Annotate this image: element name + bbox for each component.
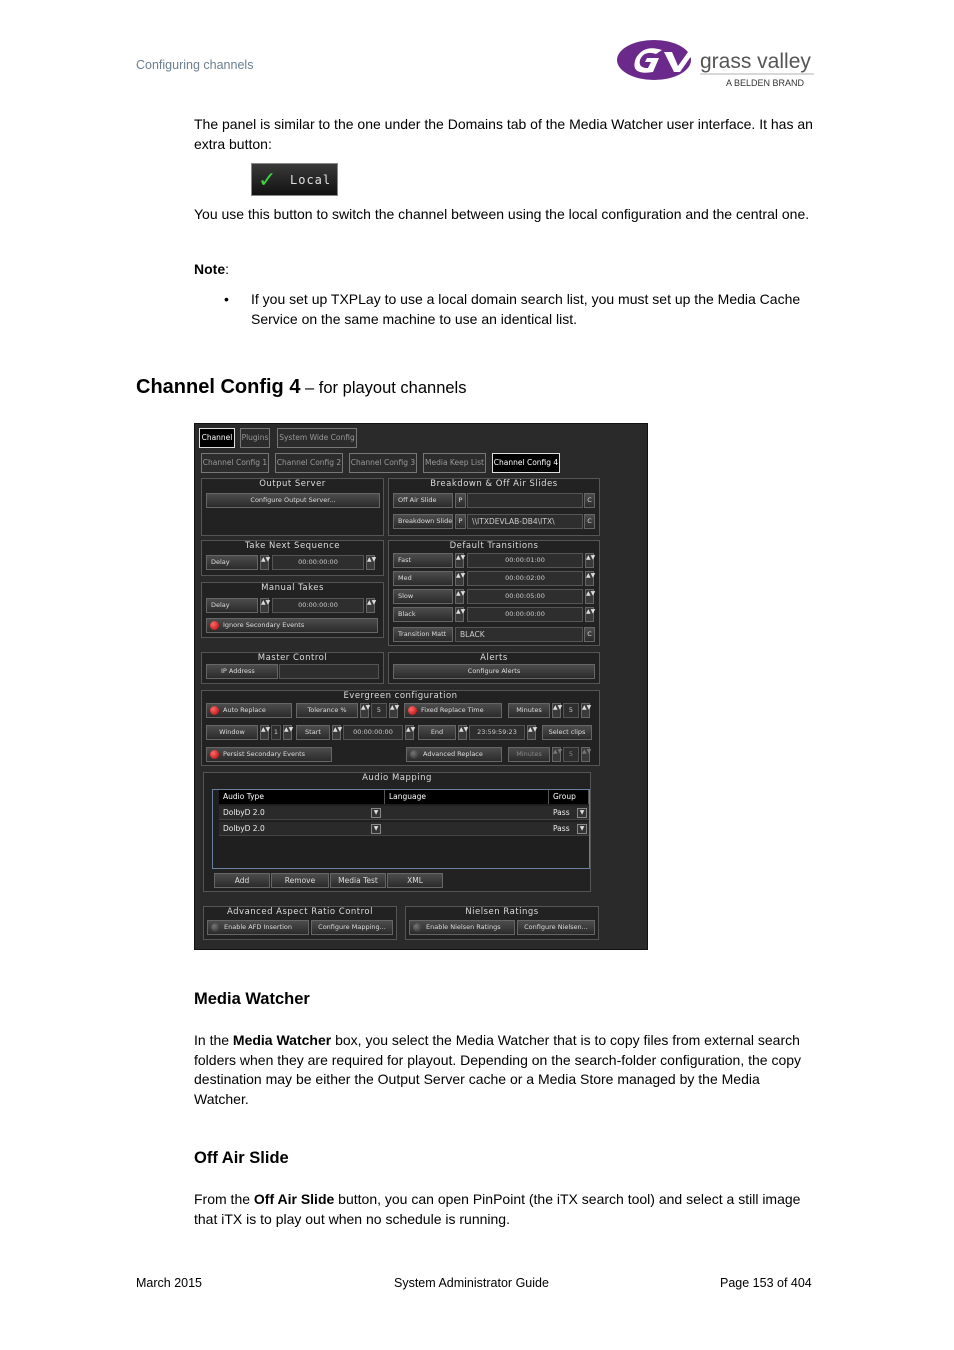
status-indicator-icon xyxy=(210,621,219,630)
audio-mapping-table xyxy=(212,789,590,869)
select-clips-button[interactable]: Select clips xyxy=(542,725,592,740)
chevron-down-icon[interactable]: ▼ xyxy=(577,808,587,818)
spinner-icon[interactable]: ▲▼ xyxy=(585,589,594,604)
ignore-secondary-events-toggle[interactable]: Ignore Secondary Events xyxy=(206,618,378,633)
table-row[interactable]: DolbyD 2.0 xyxy=(219,806,385,820)
tab-system-wide-config[interactable]: System Wide Config xyxy=(277,428,357,448)
manual-takes-mode-dropdown[interactable]: Delay xyxy=(206,598,258,613)
alerts-group: Alerts Configure Alerts xyxy=(388,652,600,684)
intro-paragraph: The panel is similar to the one under the Domains tab of the Media Watcher user interface. It has an extra button: xyxy=(194,116,813,152)
minutes-label-disabled: Minutes xyxy=(508,747,550,762)
note-bullet: If you set up TXPLay to use a local domain search list, you must set up the Media Cache Service on the same machine to use an identical list. xyxy=(251,291,801,327)
spinner-icon[interactable]: ▲▼ xyxy=(455,589,464,604)
xml-button[interactable]: XML xyxy=(387,873,443,888)
take-next-time-field[interactable]: 00:00:00:00 xyxy=(272,555,364,570)
footer-title: System Administrator Guide xyxy=(394,1276,549,1290)
tab-channel[interactable]: Channel xyxy=(199,428,235,448)
off-air-slide-button[interactable]: Off Air Slide xyxy=(393,493,453,508)
section-heading: Channel Config 4 – for playout channels xyxy=(136,376,467,398)
spinner-icon[interactable]: ▲▼ xyxy=(458,725,467,740)
chevron-down-icon[interactable]: ▼ xyxy=(371,808,381,818)
window-field[interactable]: 1 xyxy=(271,725,281,740)
local-button[interactable]: ✓ Local xyxy=(251,163,338,196)
table-cell[interactable]: Pass xyxy=(549,822,589,836)
column-header: Group xyxy=(549,790,589,804)
spinner-icon[interactable]: ▲▼ xyxy=(585,607,594,622)
spinner-icon[interactable]: ▲▼ xyxy=(366,555,375,570)
spinner-icon[interactable]: ▲▼ xyxy=(455,571,464,586)
window-label: Window xyxy=(206,725,258,740)
spinner-icon[interactable]: ▲▼ xyxy=(405,725,414,740)
minutes-label: Minutes xyxy=(508,703,550,718)
end-label: End xyxy=(418,725,456,740)
aspect-ratio-group: Advanced Aspect Ratio Control Enable AFD Insertion Configure Mapping... xyxy=(203,906,397,940)
fixed-replace-time-toggle[interactable]: Fixed Replace Time xyxy=(404,703,502,718)
media-test-button[interactable]: Media Test xyxy=(330,873,386,888)
add-button[interactable]: Add xyxy=(214,873,270,888)
evergreen-group: Evergreen configuration Auto Replace Tolerance % ▲▼ 5 ▲▼ Fixed Replace Time Minutes ▲▼ 5 ▲▼ Window ▲▼ 1 ▲▼ Start ▲▼ 00:00:00:00 ▲▼ End ▲▼ 23:59:59:23 ▲▼ Select clips Persist Secondary Events Advanced Replace Minutes ▲▼ 5 ▲▼ xyxy=(201,690,600,766)
footer-page-number: Page 153 of 404 xyxy=(720,1276,812,1290)
configure-alerts-button[interactable]: Configure Alerts xyxy=(393,664,595,679)
transition-matte-label: Transition Matt xyxy=(393,627,453,642)
channel-config-4-panel xyxy=(194,423,648,950)
spinner-icon[interactable]: ▲▼ xyxy=(283,725,292,740)
tab-media-keep-list[interactable]: Media Keep List xyxy=(423,453,486,473)
off-air-slide-heading: Off Air Slide xyxy=(194,1149,289,1167)
spinner-icon[interactable]: ▲▼ xyxy=(360,703,369,718)
take-next-mode-dropdown[interactable]: Delay xyxy=(206,555,258,570)
spinner-icon[interactable]: ▲▼ xyxy=(581,703,590,718)
status-indicator-icon xyxy=(211,923,220,932)
table-row[interactable]: DolbyD 2.0 xyxy=(219,822,385,836)
enable-afd-toggle[interactable]: Enable AFD Insertion xyxy=(207,920,309,935)
persist-secondary-events-toggle[interactable]: Persist Secondary Events xyxy=(206,747,332,762)
table-cell[interactable] xyxy=(385,822,549,836)
advanced-replace-toggle[interactable]: Advanced Replace xyxy=(406,747,502,762)
spinner-icon[interactable]: ▲▼ xyxy=(585,553,594,568)
ip-address-label: IP Address xyxy=(206,664,278,679)
spinner-icon[interactable]: ▲▼ xyxy=(332,725,341,740)
breakdown-slide-field[interactable]: \\ITXDEVLAB-DB4\ITX\ xyxy=(467,514,583,529)
configure-output-server-button[interactable]: Configure Output Server... xyxy=(206,493,380,508)
manual-takes-time-field[interactable]: 00:00:00:00 xyxy=(272,598,364,613)
svg-text:A BELDEN BRAND: A BELDEN BRAND xyxy=(726,78,805,88)
minutes-field-disabled[interactable]: 5 xyxy=(563,747,579,762)
status-indicator-icon xyxy=(210,750,219,759)
transition-matte-clear-button[interactable]: C xyxy=(584,627,595,642)
tab-plugins[interactable]: Plugins xyxy=(240,428,270,448)
chevron-down-icon[interactable]: ▼ xyxy=(371,824,381,834)
audio-mapping-group: Audio Mapping Audio Type Language Group DolbyD 2.0 ▼ Pass ▼ DolbyD 2.0 ▼ Pass ▼ Add Remove Media Test XML xyxy=(203,772,591,892)
transition-med-field[interactable]: 00:00:02:00 xyxy=(467,571,583,586)
output-server-group: Output Server Configure Output Server... xyxy=(201,478,384,536)
grass-valley-logo xyxy=(616,36,816,92)
local-description: You use this button to switch the channel between using the local configuration and the central one. xyxy=(194,206,810,222)
spinner-icon[interactable]: ▲▼ xyxy=(581,747,590,762)
media-watcher-paragraph: In the Media Watcher box, you select the Media Watcher that is to copy files from external search folders when they are required for playout. Depending on the search-folder configuration, the copy destination may be either the Output Server cache or a Media Store managed by the Media Watcher. xyxy=(194,1032,802,1107)
spinner-icon[interactable]: ▲▼ xyxy=(260,725,269,740)
note-label: Note: xyxy=(194,261,230,277)
remove-button[interactable]: Remove xyxy=(271,873,329,888)
nielsen-group: Nielsen Ratings Enable Nielsen Ratings Configure Nielsen... xyxy=(405,906,599,940)
column-header: Audio Type xyxy=(219,790,385,804)
tolerance-field[interactable]: 5 xyxy=(371,703,387,718)
svg-text:grass valley: grass valley xyxy=(700,50,811,73)
status-indicator-icon xyxy=(408,706,417,715)
spinner-icon[interactable]: ▲▼ xyxy=(455,553,464,568)
off-air-pinpoint-button[interactable]: P xyxy=(455,493,466,508)
minutes-field[interactable]: 5 xyxy=(563,703,579,718)
spinner-icon[interactable]: ▲▼ xyxy=(585,571,594,586)
configure-mapping-button[interactable]: Configure Mapping... xyxy=(311,920,393,935)
spinner-icon[interactable]: ▲▼ xyxy=(260,598,269,613)
transition-fast-label: Fast xyxy=(393,553,453,568)
table-cell[interactable] xyxy=(385,806,549,820)
status-indicator-icon xyxy=(210,706,219,715)
breakdown-slide-button[interactable]: Breakdown Slide xyxy=(393,514,453,529)
transition-med-label: Med xyxy=(393,571,453,586)
default-transitions-group: Default Transitions Fast ▲▼ 00:00:01:00 ▲▼ Med ▲▼ 00:00:02:00 ▲▼ Slow ▲▼ 00:00:05:00 ▲▼ Black ▲▼ 00:00:00:00 ▲▼ Transition Matt BLACK C xyxy=(388,540,600,646)
spinner-icon[interactable]: ▲▼ xyxy=(260,555,269,570)
ip-address-field[interactable] xyxy=(279,664,379,679)
off-air-slide-paragraph: From the Off Air Slide button, you can open PinPoint (the iTX search tool) and select a still image that iTX is to play out when no schedule is running. xyxy=(194,1191,801,1227)
check-icon: ✓ xyxy=(258,167,277,192)
tab-channel-config-3[interactable]: Channel Config 3 xyxy=(349,453,417,473)
manual-takes-group: Manual Takes Delay ▲▼ 00:00:00:00 ▲▼ Ignore Secondary Events xyxy=(201,582,384,638)
status-indicator-icon xyxy=(410,750,419,759)
tab-channel-config-4[interactable]: Channel Config 4 xyxy=(492,453,560,473)
breakdown-group: Breakdown & Off Air Slides Off Air Slide P C Breakdown Slide P \\ITXDEVLAB-DB4\ITX\ C xyxy=(388,478,600,536)
media-watcher-heading: Media Watcher xyxy=(194,990,310,1008)
chevron-down-icon[interactable]: ▼ xyxy=(577,824,587,834)
spinner-icon[interactable]: ▲▼ xyxy=(455,607,464,622)
auto-replace-toggle[interactable]: Auto Replace xyxy=(206,703,292,718)
breakdown-clear-button[interactable]: C xyxy=(584,514,595,529)
start-field[interactable]: 00:00:00:00 xyxy=(343,725,403,740)
spinner-icon[interactable]: ▲▼ xyxy=(552,703,561,718)
end-field[interactable]: 23:59:59:23 xyxy=(469,725,525,740)
transition-black-label: Black xyxy=(393,607,453,622)
spinner-icon[interactable]: ▲▼ xyxy=(527,725,536,740)
footer-date: March 2015 xyxy=(136,1276,203,1290)
transition-matte-field[interactable]: BLACK xyxy=(455,627,583,642)
table-cell[interactable]: Pass xyxy=(549,806,589,820)
column-header: Language xyxy=(385,790,549,804)
transition-black-field[interactable]: 00:00:00:00 xyxy=(467,607,583,622)
spinner-icon[interactable]: ▲▼ xyxy=(389,703,398,718)
transition-slow-field[interactable]: 00:00:05:00 xyxy=(467,589,583,604)
bullet-icon: • xyxy=(224,291,229,307)
tab-channel-config-1[interactable]: Channel Config 1 xyxy=(201,453,269,473)
take-next-group: Take Next Sequence Delay ▲▼ 00:00:00:00 ▲▼ xyxy=(201,540,384,576)
status-indicator-icon xyxy=(413,923,422,932)
tolerance-label: Tolerance % xyxy=(296,703,358,718)
spinner-icon[interactable]: ▲▼ xyxy=(366,598,375,613)
running-header: Configuring channels xyxy=(136,58,254,72)
spinner-icon[interactable]: ▲▼ xyxy=(552,747,561,762)
start-label: Start xyxy=(296,725,330,740)
off-air-clear-button[interactable]: C xyxy=(584,493,595,508)
off-air-slide-field[interactable] xyxy=(467,493,583,508)
master-control-group: Master Control IP Address xyxy=(201,652,384,684)
configure-nielsen-button[interactable]: Configure Nielsen... xyxy=(517,920,595,935)
tab-channel-config-2[interactable]: Channel Config 2 xyxy=(275,453,343,473)
enable-nielsen-toggle[interactable]: Enable Nielsen Ratings xyxy=(409,920,515,935)
transition-slow-label: Slow xyxy=(393,589,453,604)
breakdown-pinpoint-button[interactable]: P xyxy=(455,514,466,529)
transition-fast-field[interactable]: 00:00:01:00 xyxy=(467,553,583,568)
